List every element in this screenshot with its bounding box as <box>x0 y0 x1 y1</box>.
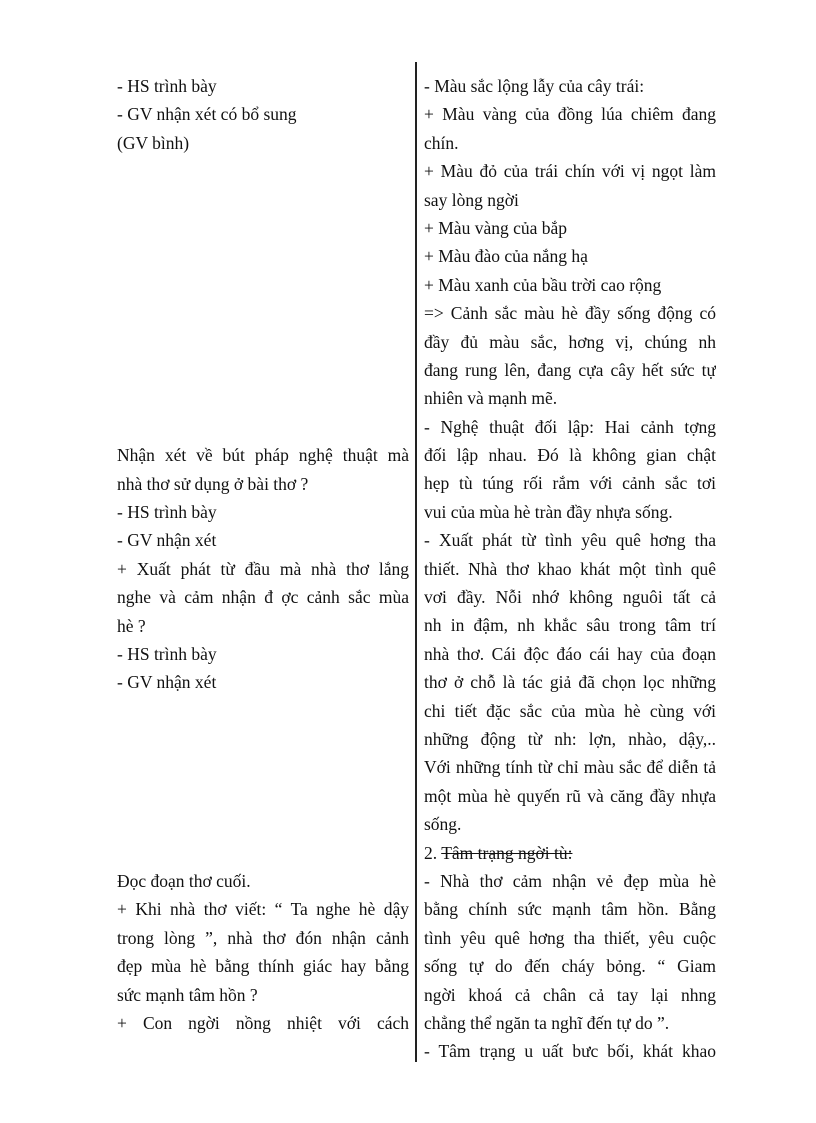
text-line: tình yêu quê hơng tha thiết, yêu cuộc <box>424 927 716 948</box>
text-line: hẹp tù túng rối rắm với cảnh sắc tơi <box>424 473 716 494</box>
section-heading: Tâm trạng ngời tù: <box>441 842 573 863</box>
text-line: + Màu đào của nắng hạ <box>424 246 588 267</box>
left-block-1 <box>117 72 409 157</box>
text-line: bằng chính sức mạnh tâm hồn. Bằng <box>424 899 716 920</box>
text-line: - HS trình bày <box>117 501 217 522</box>
text-line: + Khi nhà thơ viết: “ Ta nghe hè dậy <box>117 899 409 920</box>
text-line: + Màu vàng của bắp <box>424 217 568 238</box>
text-line: trong lòng ”, nhà thơ đón nhận cảnh <box>117 927 409 948</box>
text-line: Nhận xét về bút pháp nghệ thuật mà <box>117 445 409 466</box>
text-line: + Con ngời nồng nhiệt với cách <box>117 1013 409 1034</box>
text-line: => Cảnh sắc màu hè đầy sống động có <box>424 303 716 324</box>
text-line: + Màu xanh của bầu trời cao rộng <box>424 274 662 295</box>
text-line: đầy đủ màu sắc, hơng vị, chúng nh <box>424 331 716 352</box>
text-line: - HS trình bày <box>117 643 217 664</box>
text-line: nhà thơ sử dụng ở bài thơ ? <box>117 473 309 494</box>
text-line: nhà thơ. Cái độc đáo cái hay của đoạn <box>424 643 716 664</box>
text-line: + Xuất phát từ đầu mà nhà thơ lắng <box>117 558 409 579</box>
right-column <box>424 72 716 1066</box>
text-line: những động từ nh: lợn, nhào, dậy,.. <box>424 728 716 749</box>
spacer <box>117 697 409 867</box>
text-line: hè ? <box>117 615 146 636</box>
left-block-2 <box>117 441 409 697</box>
text-line: vơi đầy. Nỗi nhớ không nguôi tất cả <box>424 587 716 608</box>
text-line: chẳng thể ngăn ta nghĩ đến tự do ”. <box>424 1012 670 1033</box>
text-line: vui của mùa hè tràn đầy nhựa sống. <box>424 501 673 522</box>
text-line: - HS trình bày <box>117 76 217 96</box>
text-line: - Tâm trạng u uất bưc bối, khát khao <box>424 1041 716 1062</box>
text-line: + Màu đỏ của trái chín với vị ngọt làm <box>424 161 716 182</box>
text-line: chín. <box>424 132 459 153</box>
text-line: + Màu vàng của đồng lúa chiêm đang <box>424 104 716 125</box>
text-line: - Xuất phát từ tình yêu quê hơng tha <box>424 530 716 551</box>
text-line: nhiên và mạnh mẽ. <box>424 388 558 409</box>
text-line: nghe và cảm nhận đ ợc cảnh sắc mùa <box>117 587 409 608</box>
text-line: sức mạnh tâm hồn ? <box>117 984 258 1005</box>
text-line: - GV nhận xét <box>117 672 217 693</box>
text-line: đẹp mùa hè bằng thính giác hay bằng <box>117 956 409 977</box>
text-line: đối lập nhau. Đó là không gian chật <box>424 445 716 466</box>
text-line: - Nghệ thuật đối lập: Hai cảnh tợng <box>424 416 716 437</box>
text-line: Đọc đoạn thơ cuối. <box>117 871 251 892</box>
spacer <box>117 157 409 441</box>
column-divider <box>415 62 417 1062</box>
text-line: - GV nhận xét có bổ sung <box>117 104 297 125</box>
text-line: say lòng ngời <box>424 189 519 210</box>
text-line: (GV bình) <box>117 132 190 153</box>
text-line: - GV nhận xét <box>117 530 217 551</box>
text-line: sống tự do đến cháy bỏng. “ Giam <box>424 956 716 977</box>
text-line: chi tiết đặc sắc của mùa hè cùng với <box>424 700 716 721</box>
text-line: Với những tính từ chỉ màu sắc để diễn tả <box>424 757 716 778</box>
section-heading-line <box>424 839 716 867</box>
text-line: thiết. Nhà thơ khao khát một tình quê <box>424 558 716 579</box>
left-column <box>117 72 409 1037</box>
text-line: thơ ở chỗ là tác giả đã chọn lọc những <box>424 672 716 693</box>
text-line: - Nhà thơ cảm nhận vẻ đẹp mùa hè <box>424 870 716 891</box>
text-line: một mùa hè quyến rũ và căng đầy nhựa <box>424 785 716 806</box>
left-block-3 <box>117 867 409 1037</box>
text-line: đang rung lên, đang cựa cây hết sức tự <box>424 359 716 380</box>
text-line: ngời khoá cả chân cả tay lại nhng <box>424 984 716 1005</box>
text-line: sống. <box>424 814 462 835</box>
section-number: 2. <box>424 842 438 863</box>
text-line: nh in đậm, nh khắc sâu trong tâm trí <box>424 615 716 636</box>
text-line: - Màu sắc lộng lẫy của cây trái: <box>424 76 645 96</box>
